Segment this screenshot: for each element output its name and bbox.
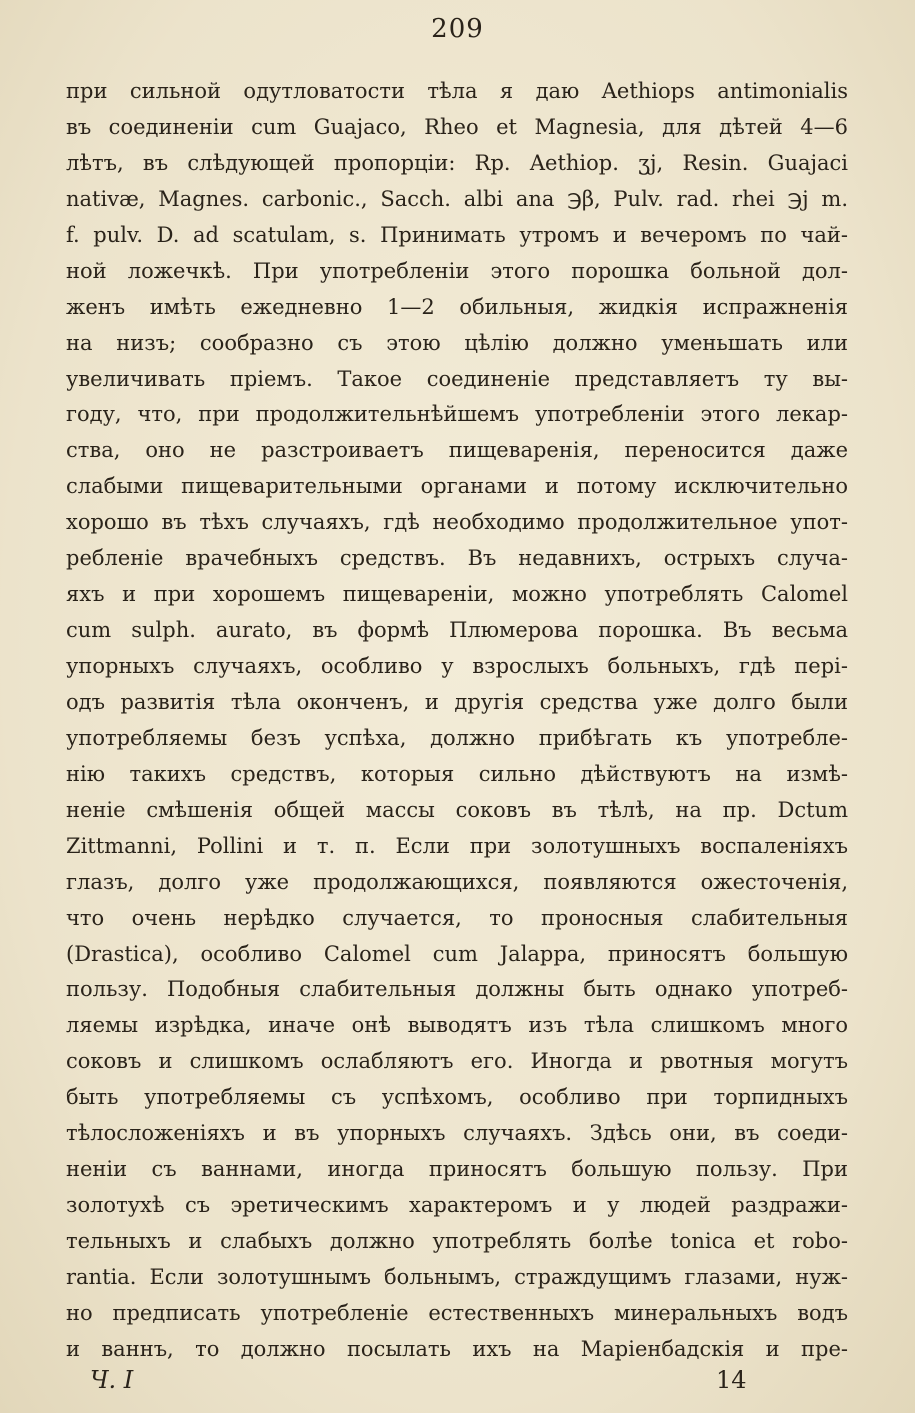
text-line: въ соединеніи cum Guajaco, Rheo et Magnesia, для дѣтей 4—6 [66,114,848,139]
text-line: женъ имѣть ежедневно 1—2 обильныя, жидкія испражненія [66,294,848,319]
text-line: увеличивать пріемъ. Такое соединеніе представляетъ ту вы- [66,366,848,391]
text-line: одъ развитія тѣла оконченъ, и другія средства уже долго были [66,689,848,714]
text-line: rantia. Если золотушнымъ больнымъ, страждущимъ глазами, нуж- [66,1264,848,1289]
body-text [66,74,848,1368]
text-line: пользу. Подобныя слабительныя должны быть однако употреб- [66,977,848,1002]
signature-mark: Ч. I [90,1366,134,1394]
text-line: глазъ, долго уже продолжающихся, появляются ожесточенія, [66,869,848,894]
text-line: упорныхъ случаяхъ, особливо у взрослыхъ больныхъ, гдѣ пері- [66,654,848,678]
text-line: году, что, при продолжительнѣйшемъ употребленіи этого лекар- [66,402,848,427]
text-line: яхъ и при хорошемъ пищевареніи, можно употреблять Calomel [66,582,848,607]
text-line: при сильной одутловатости тѣла я даю Aethiops antimonialis [66,79,848,103]
text-line: на низъ; сообразно съ этою цѣлію должно уменьшать или [66,330,848,355]
text-line: ной ложечкѣ. При употребленіи этого порошка больной дол- [66,258,848,283]
page-number: 209 [431,14,484,44]
text-line: что очень нерѣдко случается, то проносныя слабительныя [66,905,848,930]
text-line: Zittmanni, Pollini и т. п. Если при золотушныхъ воспаленіяхъ [66,833,848,858]
text-line: неніе смѣшенія общей массы соковъ въ тѣлѣ, на пр. Dctum [66,797,848,822]
text-line: хорошо въ тѣхъ случаяхъ, гдѣ необходимо продолжительное упот- [66,510,848,535]
text-line: золотухѣ съ эретическимъ характеромъ и у людей раздражи- [66,1193,848,1218]
text-line: тѣлосложеніяхъ и въ упорныхъ случаяхъ. Здѣсь они, въ соеди- [66,1121,848,1146]
text-line: соковъ и слишкомъ ослабляютъ его. Иногда и рвотныя могутъ [66,1049,848,1074]
text-line: нію такихъ средствъ, которыя сильно дѣйствуютъ на измѣ- [66,761,848,786]
text-line: f. pulv. D. ad scatulam, s. Принимать утромъ и вечеромъ по чай- [66,222,848,247]
text-line: ребленіе врачебныхъ средствъ. Въ недавнихъ, острыхъ случа- [66,546,848,571]
text-line: и ваннъ, то должно посылать ихъ на Маріенбадскія и пре- [66,1336,848,1361]
sheet-number: 14 [716,1366,747,1394]
text-line: (Drastica), особливо Calomel cum Jalappa, приносятъ большую [66,941,848,966]
text-line: тельныхъ и слабыхъ должно употреблять болѣе tonica et robo- [66,1229,848,1253]
text-line: лѣтъ, въ слѣдующей пропорціи: Rp. Aethiop. ʒj, Resin. Guajaci [66,150,848,175]
text-line: употребляемы безъ успѣха, должно прибѣгать къ употребле- [66,725,848,750]
text-line: но предписать употребленіе естественныхъ минеральныхъ водъ [66,1300,848,1325]
text-line: nativæ, Magnes. carbonic., Sacch. albi ana ℈β, Pulv. rad. rhei ℈j m. [66,186,848,211]
text-line: cum sulph. aurato, въ формѣ Плюмерова порошка. Въ весьма [66,618,848,643]
text-line: слабыми пищеварительными органами и потому исключительно [66,474,848,499]
text-line: ства, оно не разстроиваетъ пищеваренія, переносится даже [66,438,848,463]
text-line: быть употребляемы съ успѣхомъ, особливо при торпидныхъ [66,1085,848,1110]
text-line: неніи съ ваннами, иногда приносятъ большую пользу. При [66,1157,848,1182]
page-footer [0,1366,915,1406]
text-line: ляемы изрѣдка, иначе онѣ выводятъ изъ тѣла слишкомъ много [66,1013,848,1038]
